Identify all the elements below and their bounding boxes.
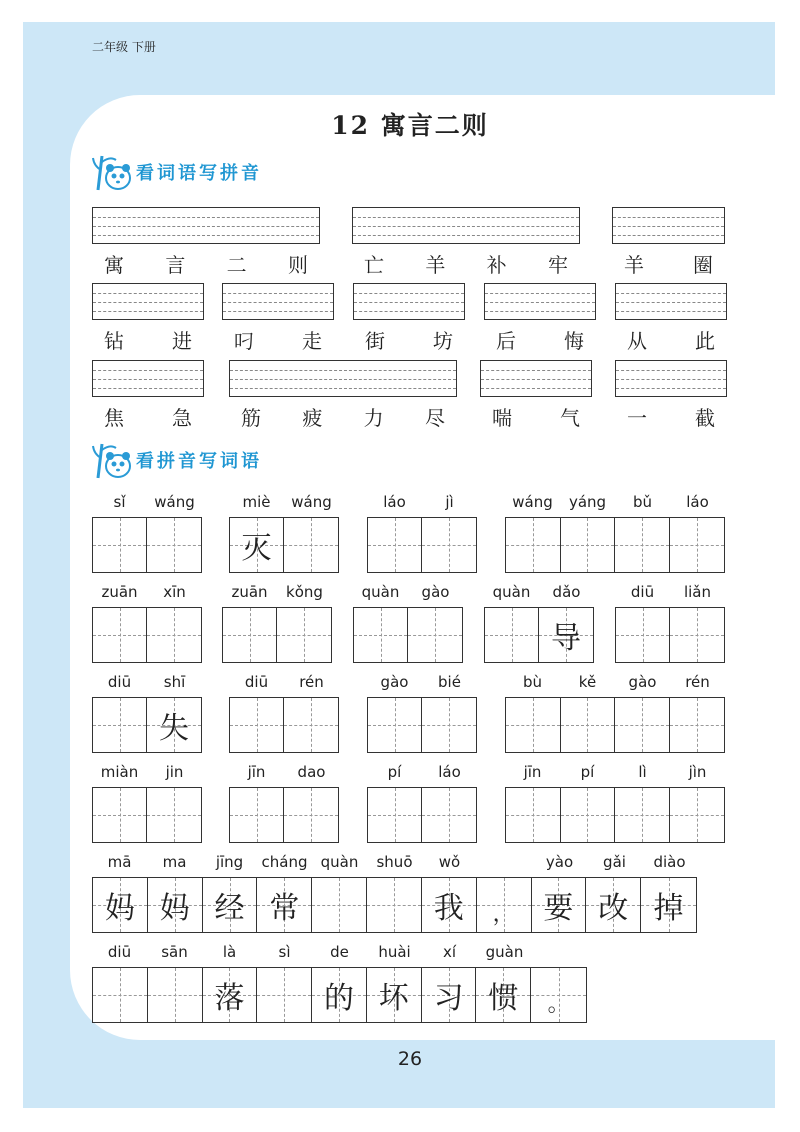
pinyin-label: gào <box>628 673 657 691</box>
given-char: 掉 <box>653 891 684 926</box>
grade-label: 二年级 下册 <box>92 40 156 54</box>
guide-line <box>481 379 591 380</box>
grid-cell[interactable] <box>230 698 284 752</box>
pinyin-answer-box[interactable] <box>92 207 320 244</box>
grid-cell[interactable] <box>506 518 561 572</box>
grid-cell[interactable] <box>670 698 725 752</box>
pinyin-answer-box[interactable] <box>615 283 727 320</box>
word-char: 寓 <box>104 253 124 277</box>
grid-cell[interactable] <box>422 518 476 572</box>
pinyin-label: diū <box>244 673 269 691</box>
tianzige-grid[interactable] <box>92 697 202 753</box>
tianzige-grid[interactable] <box>92 517 202 573</box>
grid-cell[interactable] <box>284 698 338 752</box>
pinyin-label: jīng <box>215 853 244 871</box>
grid-cell[interactable] <box>148 968 203 1022</box>
grid-cell[interactable] <box>93 878 148 932</box>
grid-cell[interactable] <box>148 878 203 932</box>
given-char: 落 <box>214 981 245 1016</box>
pinyin-label: diū <box>107 943 132 961</box>
guide-line <box>481 388 591 389</box>
guide-line <box>223 311 333 312</box>
pinyin-label: bù <box>522 673 543 691</box>
word-char: 筋 <box>241 406 261 430</box>
guide-line <box>616 302 726 303</box>
guide-line <box>230 388 456 389</box>
pinyin-label: jīn <box>247 763 266 781</box>
grid-cell[interactable] <box>368 518 422 572</box>
grid-cell[interactable] <box>147 788 201 842</box>
grid-guide <box>615 725 669 726</box>
tianzige-grid[interactable] <box>229 517 339 573</box>
guide-line <box>616 370 726 371</box>
grid-guide <box>230 725 283 726</box>
given-char: 经 <box>214 891 245 926</box>
grid-cell[interactable] <box>615 698 670 752</box>
grid-guide <box>506 725 560 726</box>
panda-bamboo-icon <box>92 152 134 192</box>
grid-guide <box>93 995 147 996</box>
pinyin-label: shuō <box>376 853 413 871</box>
pinyin-label: diào <box>653 853 686 871</box>
tianzige-grid[interactable] <box>222 607 332 663</box>
guide-line <box>93 217 319 218</box>
pinyin-label: de <box>330 943 349 961</box>
pinyin-label: yáng <box>568 493 607 511</box>
pinyin-label: gào <box>421 583 450 601</box>
guide-line <box>93 370 203 371</box>
grid-cell[interactable] <box>147 698 201 752</box>
section2-header <box>92 440 262 480</box>
word-char: 力 <box>363 406 384 430</box>
word-char: 此 <box>695 329 715 353</box>
word-char: 尽 <box>424 406 445 430</box>
word-char: 气 <box>560 406 580 430</box>
guide-line <box>230 370 456 371</box>
word-chars <box>627 325 715 354</box>
pinyin-label: kě <box>578 673 597 691</box>
pinyin-answer-box[interactable] <box>615 360 727 397</box>
guide-line <box>485 293 595 294</box>
word-char: 街 <box>365 329 385 353</box>
grid-guide <box>616 635 669 636</box>
grid-guide <box>148 995 202 996</box>
grid-guide <box>93 815 146 816</box>
pinyin-label: shī <box>163 673 186 691</box>
guide-line <box>93 379 203 380</box>
grid-cell[interactable] <box>616 608 670 662</box>
grid-cell[interactable] <box>284 788 338 842</box>
pinyin-label: guàn <box>485 943 524 961</box>
grid-guide <box>230 815 283 816</box>
word-chars <box>104 249 308 278</box>
grid-cell[interactable] <box>476 968 531 1022</box>
grid-cell[interactable] <box>485 608 539 662</box>
grid-guide <box>367 905 421 906</box>
guide-line <box>485 311 595 312</box>
pinyin-label: xí <box>442 943 457 961</box>
word-char: 后 <box>496 329 516 353</box>
word-char: 牢 <box>547 253 568 277</box>
grid-cell[interactable] <box>422 698 476 752</box>
tianzige-grid[interactable] <box>484 607 594 663</box>
pinyin-label: là <box>222 943 237 961</box>
grid-guide <box>257 995 311 996</box>
tianzige-grid[interactable] <box>92 967 587 1023</box>
guide-line <box>616 293 726 294</box>
grid-guide <box>93 545 146 546</box>
word-char: 急 <box>172 406 192 430</box>
word-char: 喘 <box>492 406 512 430</box>
grid-cell[interactable] <box>539 608 593 662</box>
guide-line <box>354 302 464 303</box>
pinyin-label: mā <box>107 853 132 871</box>
grid-cell[interactable] <box>223 608 277 662</box>
word-char: 进 <box>172 329 192 353</box>
grid-cell[interactable] <box>203 878 258 932</box>
grid-cell[interactable] <box>284 518 338 572</box>
guide-line <box>354 293 464 294</box>
tianzige-grid[interactable] <box>92 787 202 843</box>
pinyin-label: sǐ <box>113 493 126 511</box>
grid-cell[interactable] <box>367 878 422 932</box>
word-char: 走 <box>302 329 322 353</box>
grid-guide <box>670 635 724 636</box>
page-number: 26 <box>397 1048 423 1070</box>
pinyin-answer-box[interactable] <box>353 283 465 320</box>
guide-line <box>354 311 464 312</box>
word-char: 二 <box>226 253 247 277</box>
pinyin-label: xīn <box>163 583 186 601</box>
grid-cell[interactable] <box>670 608 724 662</box>
given-char: 失 <box>159 711 189 746</box>
tianzige-grid[interactable] <box>92 607 202 663</box>
pinyin-answer-box[interactable] <box>352 207 580 244</box>
grid-cell[interactable] <box>354 608 408 662</box>
grid-cell[interactable] <box>641 878 696 932</box>
word-char: 叼 <box>234 329 254 353</box>
given-char: 的 <box>324 981 355 1016</box>
grid-cell[interactable] <box>230 518 284 572</box>
pinyin-label: láo <box>686 493 709 511</box>
given-char: 妈 <box>104 891 135 926</box>
guide-line <box>353 226 579 227</box>
tianzige-grid[interactable] <box>92 877 697 933</box>
pinyin-label: zuān <box>231 583 268 601</box>
pinyin-label: wǒ <box>438 853 461 871</box>
grid-cell[interactable] <box>257 878 312 932</box>
word-char: 疲 <box>302 406 323 430</box>
pinyin-label: wáng <box>512 493 553 511</box>
tianzige-grid[interactable] <box>367 787 477 843</box>
section1-label: 看词语写拼音 <box>136 163 262 184</box>
tianzige-grid[interactable] <box>229 697 339 753</box>
grid-cell[interactable] <box>506 788 561 842</box>
grid-guide <box>561 545 615 546</box>
grid-cell[interactable] <box>230 788 284 842</box>
grid-guide <box>506 545 560 546</box>
pinyin-answer-box[interactable] <box>484 283 596 320</box>
tianzige-grid[interactable] <box>367 697 477 753</box>
pinyin-answer-box[interactable] <box>229 360 457 397</box>
grid-cell[interactable] <box>93 518 147 572</box>
pinyin-label: huài <box>378 943 411 961</box>
guide-line <box>223 302 333 303</box>
grid-guide <box>422 545 476 546</box>
grid-cell[interactable] <box>312 878 367 932</box>
grid-guide <box>615 545 669 546</box>
grid-cell[interactable] <box>670 788 725 842</box>
pinyin-label: jì <box>445 493 454 511</box>
guide-line <box>485 302 595 303</box>
pinyin-label: jin <box>165 763 184 781</box>
word-chars <box>365 325 453 354</box>
tianzige-grid[interactable] <box>615 607 725 663</box>
grid-guide <box>368 545 421 546</box>
pinyin-label: miè <box>242 493 271 511</box>
grid-cell[interactable] <box>312 968 367 1022</box>
grid-cell[interactable] <box>408 608 462 662</box>
guide-line <box>481 370 591 371</box>
grid-guide <box>422 815 476 816</box>
pinyin-answer-box[interactable] <box>222 283 334 320</box>
word-chars <box>492 402 580 431</box>
guide-line <box>613 235 724 236</box>
guide-line <box>613 217 724 218</box>
pinyin-answer-box[interactable] <box>612 207 725 244</box>
grid-guide <box>561 815 615 816</box>
grid-guide <box>354 635 407 636</box>
pinyin-answer-box[interactable] <box>92 283 204 320</box>
word-char: 坊 <box>433 329 453 353</box>
pinyin-label: pí <box>580 763 595 781</box>
given-char: 习 <box>433 981 464 1016</box>
word-char: 从 <box>627 329 647 353</box>
pinyin-answer-box[interactable] <box>480 360 592 397</box>
pinyin-label: sì <box>278 943 291 961</box>
grid-cell[interactable] <box>506 698 561 752</box>
panda-bamboo-icon <box>92 440 134 480</box>
grid-cell[interactable] <box>147 518 201 572</box>
word-char: 则 <box>287 253 308 277</box>
guide-line <box>93 311 203 312</box>
word-chars <box>496 325 584 354</box>
grid-guide <box>368 815 421 816</box>
tianzige-grid[interactable] <box>505 787 725 843</box>
given-char: 改 <box>598 891 629 926</box>
grid-cell[interactable] <box>422 878 477 932</box>
grid-cell[interactable] <box>147 608 201 662</box>
grid-guide <box>670 815 725 816</box>
tianzige-grid[interactable] <box>367 517 477 573</box>
word-chars <box>364 249 568 278</box>
grid-cell[interactable] <box>93 968 148 1022</box>
word-char: 钻 <box>104 329 124 353</box>
word-chars <box>234 325 322 354</box>
given-char: 妈 <box>159 891 190 926</box>
grid-cell[interactable] <box>203 968 258 1022</box>
pinyin-answer-box[interactable] <box>92 360 204 397</box>
grid-guide <box>615 815 669 816</box>
grid-guide <box>147 635 201 636</box>
section2-label: 看拼音写词语 <box>136 451 262 472</box>
word-chars <box>624 249 713 278</box>
grid-cell[interactable] <box>422 968 477 1022</box>
guide-line <box>353 217 579 218</box>
given-char: 惯 <box>488 981 519 1016</box>
grid-guide <box>422 725 476 726</box>
section1-header <box>92 152 262 192</box>
pinyin-label: kǒng <box>286 583 323 601</box>
grid-guide <box>147 545 201 546</box>
given-char: ， <box>492 902 515 927</box>
pinyin-label: bié <box>438 673 461 691</box>
grid-cell[interactable] <box>561 788 616 842</box>
pinyin-label: pí <box>387 763 402 781</box>
pinyin-label: quàn <box>492 583 531 601</box>
guide-line <box>93 293 203 294</box>
grid-cell[interactable] <box>615 788 670 842</box>
grid-cell[interactable] <box>367 968 422 1022</box>
grid-guide <box>284 725 338 726</box>
word-char: 羊 <box>425 253 446 277</box>
guide-line <box>93 388 203 389</box>
grid-cell[interactable] <box>93 698 147 752</box>
pinyin-label: dǎo <box>552 583 581 601</box>
given-char: 要 <box>543 891 574 926</box>
given-char: 。 <box>547 992 570 1017</box>
word-chars <box>241 402 445 431</box>
guide-line <box>353 235 579 236</box>
pinyin-label: wáng <box>291 493 332 511</box>
pinyin-label: gào <box>380 673 409 691</box>
grid-cell[interactable] <box>93 608 147 662</box>
pinyin-label: ma <box>162 853 187 871</box>
grid-guide <box>485 635 538 636</box>
pinyin-label: zuān <box>101 583 138 601</box>
grid-cell[interactable] <box>368 698 422 752</box>
lesson-title: 12 寓言二则 <box>331 111 489 140</box>
grid-cell[interactable] <box>257 968 312 1022</box>
pinyin-label: láo <box>438 763 461 781</box>
grid-cell[interactable] <box>561 698 616 752</box>
guide-line <box>230 379 456 380</box>
pinyin-label: láo <box>383 493 406 511</box>
tianzige-grid[interactable] <box>505 697 725 753</box>
tianzige-grid[interactable] <box>353 607 463 663</box>
grid-guide <box>312 905 366 906</box>
guide-line <box>616 388 726 389</box>
pinyin-label: quàn <box>320 853 359 871</box>
grid-cell[interactable] <box>670 518 725 572</box>
guide-line <box>616 311 726 312</box>
grid-guide <box>277 635 331 636</box>
grid-cell[interactable] <box>531 968 586 1022</box>
grid-cell[interactable] <box>93 788 147 842</box>
grid-cell[interactable] <box>277 608 331 662</box>
word-char: 焦 <box>104 406 124 430</box>
pinyin-label: wáng <box>154 493 195 511</box>
pinyin-label: gǎi <box>603 853 626 871</box>
grid-guide <box>223 635 276 636</box>
guide-line <box>613 226 724 227</box>
given-char: 坏 <box>378 981 409 1016</box>
guide-line <box>223 293 333 294</box>
word-char: 羊 <box>624 253 644 277</box>
pinyin-label: diū <box>630 583 655 601</box>
tianzige-grid[interactable] <box>229 787 339 843</box>
grid-cell[interactable] <box>586 878 641 932</box>
grid-guide <box>408 635 462 636</box>
word-char: 圈 <box>693 253 713 277</box>
guide-line <box>93 226 319 227</box>
word-chars <box>104 402 192 431</box>
grid-cell[interactable] <box>368 788 422 842</box>
grid-cell[interactable] <box>422 788 476 842</box>
word-char: 悔 <box>564 329 584 353</box>
pinyin-label: dao <box>297 763 326 781</box>
pinyin-label: rén <box>299 673 324 691</box>
grid-guide <box>670 725 725 726</box>
guide-line <box>93 302 203 303</box>
grid-guide <box>93 635 146 636</box>
grid-guide <box>147 815 201 816</box>
grid-guide <box>93 725 146 726</box>
given-char: 常 <box>269 891 300 926</box>
grid-cell[interactable] <box>477 878 532 932</box>
grid-guide <box>284 545 338 546</box>
pinyin-label: jīn <box>523 763 542 781</box>
grid-guide <box>284 815 338 816</box>
grid-guide <box>670 545 725 546</box>
pinyin-label: lì <box>638 763 647 781</box>
pinyin-label: sān <box>161 943 188 961</box>
word-char: 补 <box>486 253 507 277</box>
pinyin-label: bǔ <box>632 493 653 511</box>
grid-cell[interactable] <box>615 518 670 572</box>
pinyin-label: quàn <box>361 583 400 601</box>
given-char: 导 <box>551 621 581 656</box>
pinyin-label: liǎn <box>683 583 712 601</box>
pinyin-label: diū <box>107 673 132 691</box>
word-char: 亡 <box>364 253 384 277</box>
guide-line <box>93 235 319 236</box>
tianzige-grid[interactable] <box>505 517 725 573</box>
word-char: 言 <box>165 253 186 277</box>
pinyin-label: jìn <box>688 763 707 781</box>
pinyin-label: yào <box>545 853 574 871</box>
given-char: 灭 <box>241 531 272 566</box>
grid-cell[interactable] <box>561 518 616 572</box>
given-char: 我 <box>433 891 464 926</box>
grid-guide <box>506 815 560 816</box>
pinyin-label: cháng <box>261 853 308 871</box>
grid-cell[interactable] <box>532 878 587 932</box>
word-char: 一 <box>627 406 647 430</box>
word-chars <box>627 402 715 431</box>
pinyin-label: rén <box>685 673 710 691</box>
word-chars <box>104 325 192 354</box>
grid-guide <box>368 725 421 726</box>
guide-line <box>616 379 726 380</box>
pinyin-label: miàn <box>100 763 139 781</box>
grid-guide <box>561 725 615 726</box>
word-char: 截 <box>695 406 715 430</box>
